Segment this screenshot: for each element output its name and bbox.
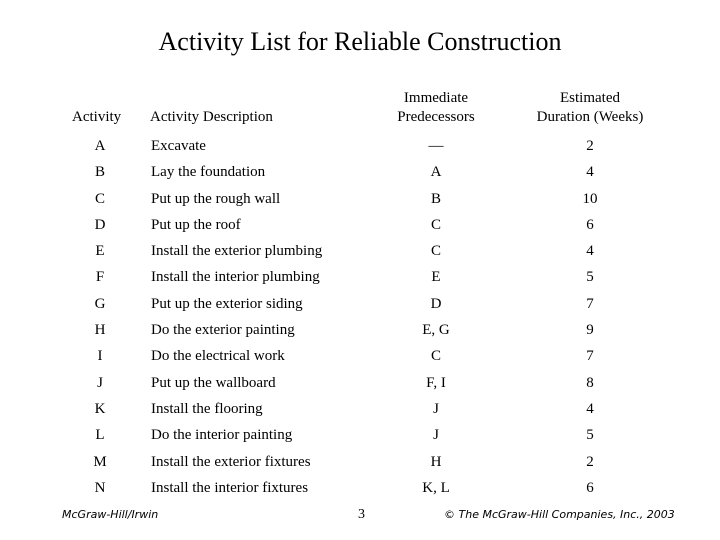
table-row bbox=[0, 159, 720, 185]
duration-cell: 10 bbox=[582, 190, 598, 207]
table-row bbox=[0, 264, 720, 290]
description-cell: Excavate bbox=[151, 138, 206, 154]
predecessors-cell: — bbox=[428, 138, 444, 154]
predecessors-cell: H bbox=[430, 453, 442, 470]
description-cell: Put up the rough wall bbox=[151, 190, 281, 207]
description-cell: Put up the roof bbox=[151, 216, 241, 233]
activity-cell: J bbox=[97, 374, 103, 391]
activity-cell: L bbox=[95, 427, 105, 444]
table-row bbox=[0, 291, 720, 317]
activity-cell: I bbox=[97, 348, 103, 365]
duration-cell: 2 bbox=[586, 138, 594, 154]
activity-cell: N bbox=[94, 479, 106, 496]
predecessors-cell: C bbox=[430, 243, 441, 260]
duration-cell: 7 bbox=[586, 348, 594, 365]
activity-cell: F bbox=[95, 269, 105, 286]
table-row bbox=[0, 475, 720, 501]
header-activity: Activity bbox=[72, 109, 122, 125]
duration-cell: 5 bbox=[586, 427, 594, 444]
predecessors-cell: E, G bbox=[422, 322, 450, 339]
table-row bbox=[0, 317, 720, 343]
table-row bbox=[0, 396, 720, 422]
predecessors-cell: E bbox=[431, 269, 441, 286]
table-row bbox=[0, 422, 720, 448]
description-cell: Do the electrical work bbox=[151, 348, 285, 365]
duration-cell: 4 bbox=[586, 243, 594, 260]
description-cell: Install the interior fixtures bbox=[151, 479, 309, 496]
description-cell: Install the exterior plumbing bbox=[151, 243, 323, 260]
predecessors-cell: F, I bbox=[426, 374, 446, 391]
duration-cell: 4 bbox=[586, 164, 594, 181]
predecessors-cell: B bbox=[430, 190, 441, 207]
page-number: 3 bbox=[358, 507, 365, 522]
duration-cell: 5 bbox=[586, 269, 594, 286]
header-duration bbox=[520, 89, 660, 127]
header-predecessors-line1: Immediate bbox=[403, 90, 469, 106]
description-cell: Lay the foundation bbox=[151, 164, 266, 181]
description-cell: Install the interior plumbing bbox=[151, 269, 320, 286]
table-row bbox=[0, 449, 720, 475]
activity-cell: E bbox=[95, 243, 105, 260]
table-row bbox=[0, 238, 720, 264]
duration-cell: 4 bbox=[586, 400, 594, 417]
table-row bbox=[0, 343, 720, 369]
activity-cell: D bbox=[94, 216, 106, 233]
activity-cell: G bbox=[94, 295, 106, 312]
predecessors-cell: J bbox=[433, 427, 439, 444]
duration-cell: 7 bbox=[586, 295, 594, 312]
description-cell: Install the flooring bbox=[151, 400, 263, 417]
description-cell: Put up the wallboard bbox=[151, 374, 276, 391]
footer-publisher: McGraw-Hill/Irwin bbox=[62, 508, 159, 521]
page-title: Activity List for Reliable Construction bbox=[158, 27, 562, 56]
predecessors-cell: D bbox=[430, 295, 442, 312]
description-cell: Do the interior painting bbox=[151, 427, 293, 444]
duration-cell: 6 bbox=[586, 479, 594, 496]
header-duration-line2: Duration (Weeks) bbox=[536, 109, 644, 125]
duration-cell: 6 bbox=[586, 216, 594, 233]
table-row bbox=[0, 186, 720, 212]
activity-cell: C bbox=[94, 190, 105, 207]
duration-cell: 2 bbox=[586, 453, 594, 470]
activity-cell: B bbox=[94, 164, 105, 181]
activity-cell: K bbox=[94, 400, 106, 417]
header-predecessors bbox=[370, 89, 502, 127]
activity-cell: M bbox=[93, 453, 107, 470]
description-cell: Put up the exterior siding bbox=[151, 295, 303, 312]
predecessors-cell: C bbox=[430, 348, 441, 365]
description-cell: Install the exterior fixtures bbox=[151, 453, 311, 470]
header-predecessors-line2: Predecessors bbox=[397, 109, 475, 125]
table-row bbox=[0, 370, 720, 396]
predecessors-cell: C bbox=[430, 216, 441, 233]
duration-cell: 8 bbox=[586, 374, 594, 391]
predecessors-cell: K, L bbox=[422, 479, 450, 496]
activity-cell: H bbox=[94, 322, 106, 339]
footer-copyright: © The McGraw-Hill Companies, Inc., 2003 bbox=[444, 508, 675, 521]
predecessors-cell: J bbox=[433, 400, 439, 417]
header-description: Activity Description bbox=[150, 109, 273, 125]
table-row bbox=[0, 133, 720, 159]
duration-cell: 9 bbox=[586, 322, 594, 339]
table-row bbox=[0, 212, 720, 238]
header-duration-line1: Estimated bbox=[560, 90, 620, 106]
description-cell: Do the exterior painting bbox=[151, 322, 295, 339]
activity-table bbox=[0, 133, 720, 501]
activity-cell: A bbox=[94, 138, 106, 154]
predecessors-cell: A bbox=[430, 164, 442, 181]
